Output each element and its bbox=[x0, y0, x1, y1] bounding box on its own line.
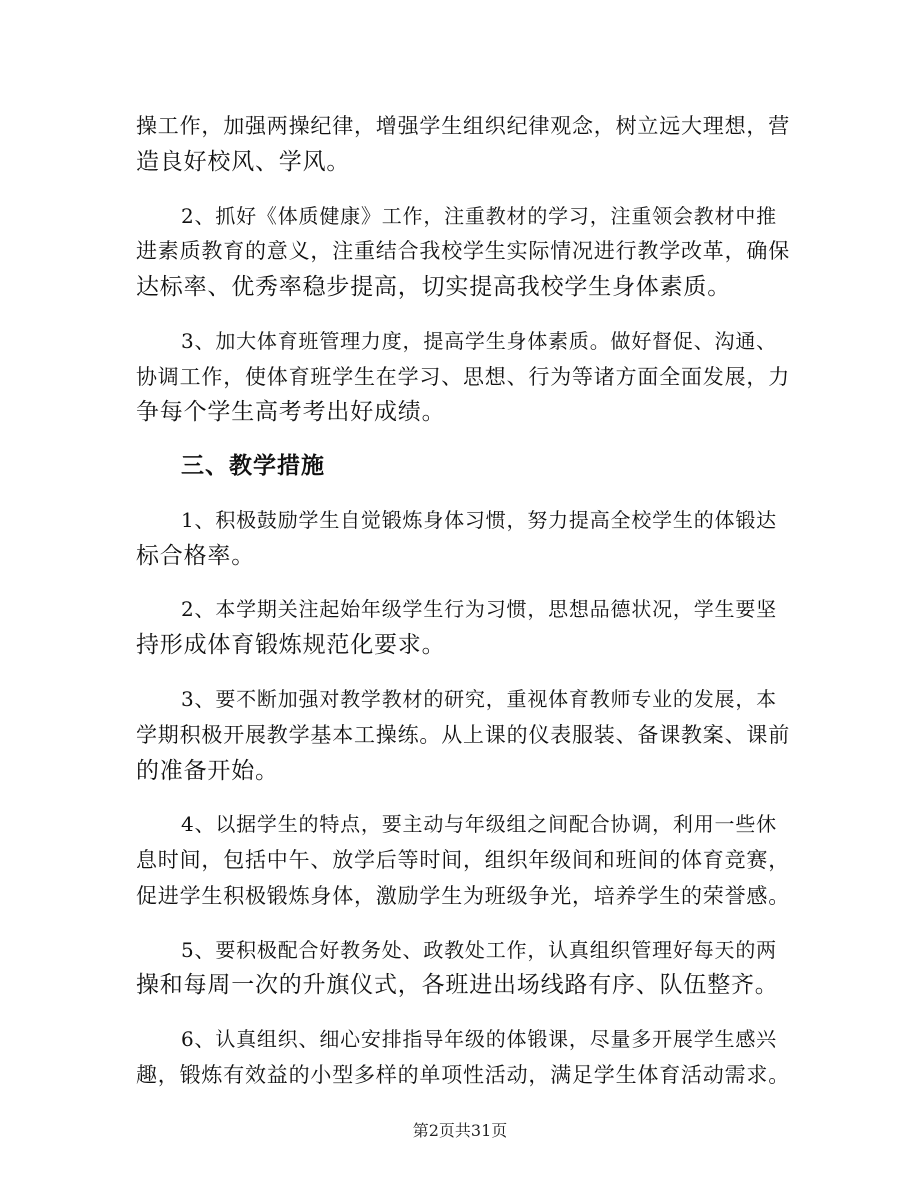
paragraph-start-line: 1、积极鼓励学生自觉锻炼身体习惯，努力提高全校学生的体锻达 bbox=[181, 508, 777, 532]
paragraph-start-line: 4、以据学生的特点，要主动与年级组之间配合协调，利用一些休 bbox=[181, 812, 777, 836]
body-text-line: 协调工作，使体育班学生在学习、思想、行为等诸方面全面发展，力 bbox=[136, 365, 790, 389]
body-text-line: 促进学生积极锻炼身体，激励学生为班级争光，培养学生的荣誉感。 bbox=[136, 884, 790, 908]
body-text-line: 持形成体育锻炼规范化要求。 bbox=[136, 632, 446, 658]
section-heading: 三、教学措施 bbox=[181, 452, 325, 479]
paragraph-start-line: 2、本学期关注起始年级学生行为习惯，思想品德状况，学生要坚 bbox=[181, 597, 777, 621]
body-text-line: 学期积极开展教学基本工操练。从上课的仪表服装、备课教案、课前 bbox=[136, 723, 790, 747]
body-text-line: 的准备开始。 bbox=[136, 758, 279, 784]
body-text-line: 操和每周一次的升旗仪式，各班进出场线路有序、队伍整齐。 bbox=[136, 972, 779, 998]
body-text-line: 造良好校风、学风。 bbox=[136, 149, 351, 175]
body-text-line: 达标率、优秀率稳步提高，切实提高我校学生身体素质。 bbox=[136, 274, 731, 300]
body-text-line: 标合格率。 bbox=[136, 543, 255, 569]
paragraph-start-line: 5、要积极配合好教务处、政教处工作，认真组织管理好每天的两 bbox=[181, 938, 777, 962]
paragraph-start-line: 3、加大体育班管理力度，提高学生身体素质。做好督促、沟通、 bbox=[181, 329, 777, 353]
body-text-line: 操工作，加强两操纪律，增强学生组织纪律观念，树立远大理想，营 bbox=[136, 114, 790, 138]
body-text-line: 息时间，包括中午、放学后等时间，组织年级间和班间的体育竞赛， bbox=[136, 848, 790, 872]
paragraph-start-line: 6、认真组织、细心安排指导年级的体锻课，尽量多开展学生感兴 bbox=[181, 1027, 777, 1051]
paragraph-start-line: 3、要不断加强对教学教材的研究，重视体育教师专业的发展，本 bbox=[181, 687, 777, 711]
page-number-footer: 第2页共31页 bbox=[412, 1121, 508, 1140]
paragraph-start-line: 2、抓好《体质健康》工作，注重教材的学习，注重领会教材中推 bbox=[181, 204, 777, 228]
body-text-line: 趣，锻炼有效益的小型多样的单项性活动，满足学生体育活动需求。 bbox=[136, 1063, 790, 1087]
body-text-line: 争每个学生高考考出好成绩。 bbox=[136, 399, 446, 425]
body-text-line: 进素质教育的意义，注重结合我校学生实际情况进行教学改革，确保 bbox=[136, 239, 790, 263]
